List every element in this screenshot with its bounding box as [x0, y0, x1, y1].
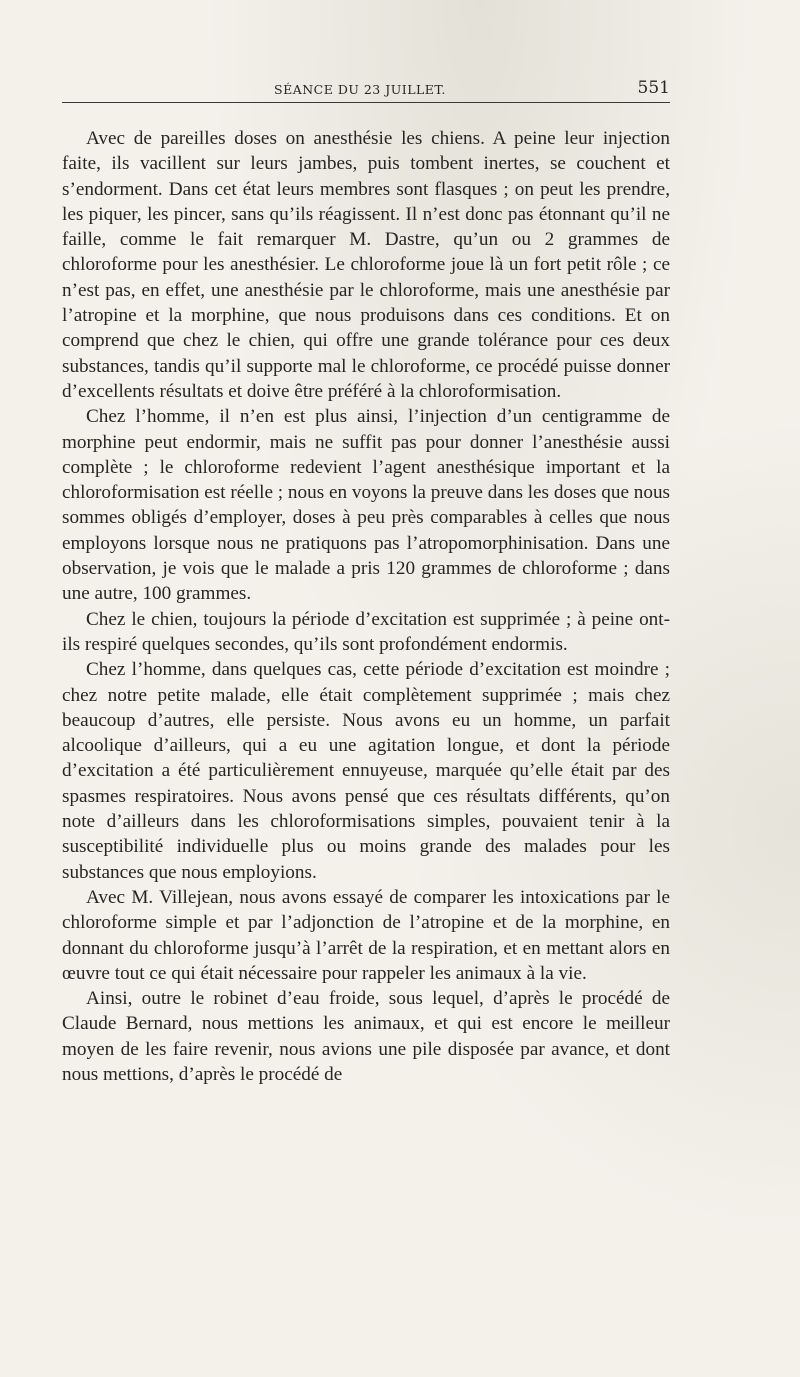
page-header [62, 76, 670, 103]
paragraph: Chez le chien, toujours la période d’excitation est supprimée ; à peine ont-ils respiré quelques secondes, qu’ils sont profondément endormis. [62, 608, 670, 655]
paragraph: Chez l’homme, il n’en est plus ainsi, l’injection d’un centigramme de morphine peut endormir, mais ne suffit pas pour donner l’anesthésie aussi complète ; le chloroforme redevient l’agent anesthésique important et la chloroformisation est réelle ; nous en voyons la preuve dans les doses que nous sommes obligés d’employer, doses à peu près comparables à celles que nous employons lorsque nous ne pratiquons pas l’atropomorphinisation. Dans une observation, je vois que le malade a pris 120 grammes de chloroforme ; dans une autre, 100 grammes. [62, 406, 671, 605]
running-head: SÉANCE DU 23 JUILLET. [274, 82, 446, 97]
paragraph: Ainsi, outre le robinet d’eau froide, sous lequel, d’après le procédé de Claude Bernard, nous mettions les animaux, et qui est encore le meilleur moyen de les faire revenir, nous avions une pile disposée par avance, et dont nous mettions, d’après le procédé de [62, 988, 670, 1085]
body-text [62, 126, 670, 1087]
paragraph: Avec de pareilles doses on anesthésie les chiens. A peine leur injection faite, ils vacillent sur leurs jambes, puis tombent inertes, se couchent et s’endorment. Dans cet état leurs membres sont flasques ; on peut les prendre, les piquer, les pincer, sans qu’ils réagissent. Il n’est donc pas étonnant qu’il ne faille, comme le fait remarquer M. Dastre, qu’un ou 2 grammes de chloroforme pour les anesthésier. Le chloroforme joue là un fort petit rôle ; ce n’est pas, en effet, une anesthésie par le chloroforme, mais une anesthésie par l’atropine et la morphine, que nous produisons dans ces conditions. Et on comprend que chez le chien, qui offre une grande tolérance pour ces deux substances, tandis qu’il supporte mal le chloroforme, ce procédé puisse donner d’excellents résultats et doive être préféré à la chloroformisation. [62, 128, 670, 402]
paragraph: Chez l’homme, dans quelques cas, cette période d’excitation est moindre ; chez notre petite malade, elle était complètement supprimée ; mais chez beaucoup d’autres, elle persiste. Nous avons eu un homme, un parfait alcoolique d’ailleurs, qui a eu une agitation longue, et dont la période d’excitation a été particulièrement ennuyeuse, marquée qu’elle était par des spasmes respiratoires. Nous avons pensé que ces résultats différents, qu’on note d’ailleurs dans les chloroformisations simples, pouvaient tenir à la susceptibilité individuelle plus ou moins grande des malades pour les substances que nous employions. [62, 659, 670, 883]
paragraph: Avec M. Villejean, nous avons essayé de comparer les intoxications par le chloroforme simple et par l’adjonction de l’atropine et de la morphine, en donnant du chloroforme jusqu’à l’arrêt de la respiration, et en mettant alors en œuvre tout ce qui était nécessaire pour rappeler les animaux à la vie. [62, 886, 670, 984]
page-number: 551 [637, 78, 670, 98]
